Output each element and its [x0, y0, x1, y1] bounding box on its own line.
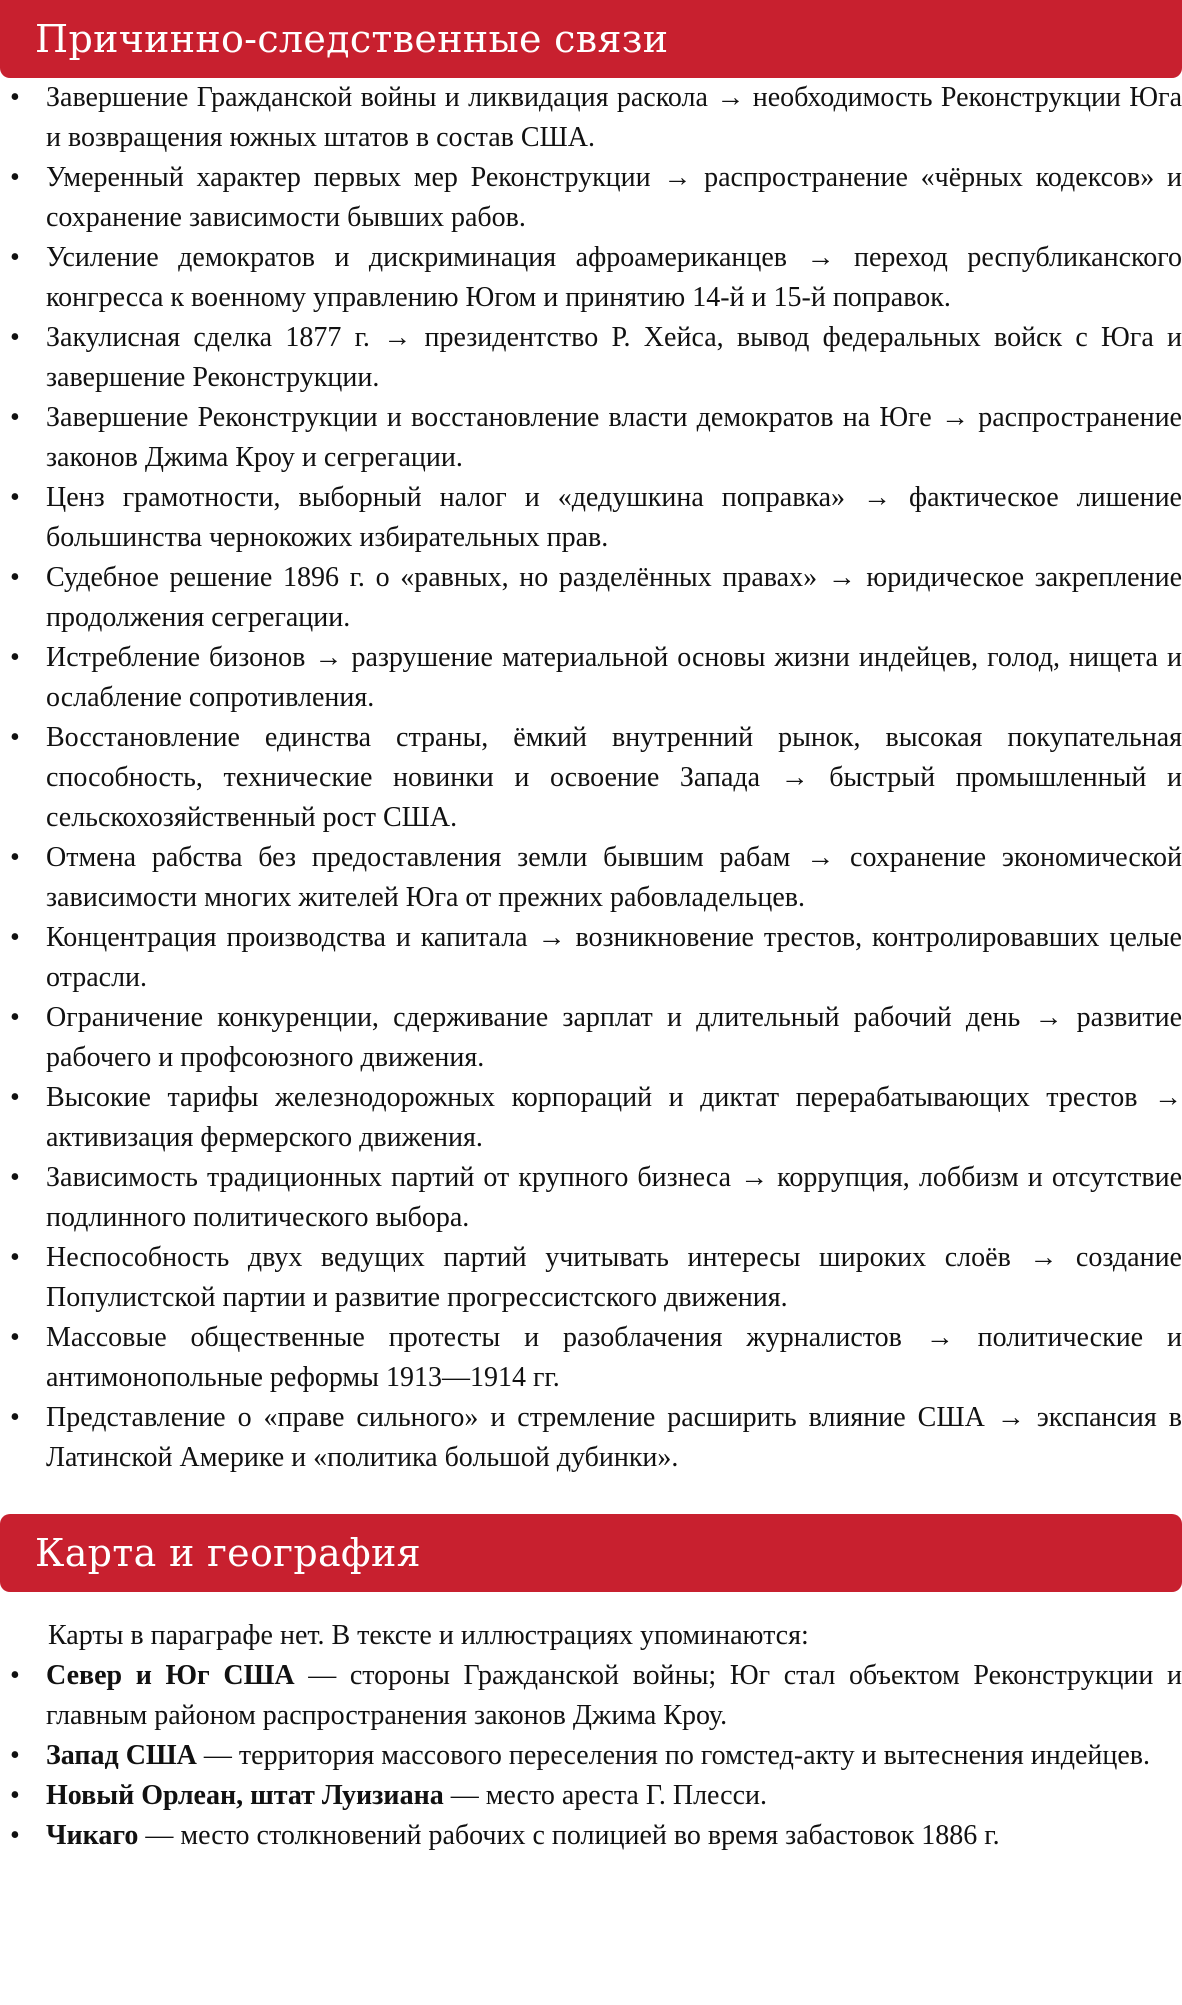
place-name: Чикаго [46, 1820, 139, 1851]
list-item: • Восстановление единства страны, ёмкий внутренний рынок, высокая покупательная способность, технические новинки и освоение Запада → быстрый промышленный и сельскохозяйственный рост США. [0, 718, 1182, 838]
section-header-causes [0, 0, 1182, 78]
list-item: • Отмена рабства без предоставления земли бывшим рабам → сохранение экономической зависимости многих жителей Юга от прежних рабовладельцев. [0, 838, 1182, 918]
list-item [0, 1656, 1182, 1736]
places-list [0, 1656, 1182, 1856]
place-description: — стороны Гражданской войны; Юг стал объектом Реконструкции и главным районом распространения законов Джима Кроу. [46, 1660, 1182, 1731]
place-name: Новый Орлеан, штат Луизиана [46, 1780, 444, 1811]
list-item: • Представление о «праве сильного» и стремление расширить влияние США → экспансия в Латинской Америке и «политика большой дубинки». [0, 1398, 1182, 1478]
section-header-map [0, 1514, 1182, 1592]
list-item [0, 1776, 1182, 1816]
section-title: Причинно-следственные связи [35, 17, 669, 61]
list-item: • Зависимость традиционных партий от крупного бизнеса → коррупция, лоббизм и отсутствие подлинного политического выбора. [0, 1158, 1182, 1238]
place-description: — место столкновений рабочих с полицией во время забастовок 1886 г. [138, 1820, 1000, 1851]
list-item: • Умеренный характер первых мер Реконструкции → распространение «чёрных кодексов» и сохранение зависимости бывших рабов. [0, 158, 1182, 238]
map-geography-section [0, 1514, 1182, 1856]
list-item [0, 1816, 1182, 1856]
place-name: Запад США [46, 1740, 197, 1771]
list-item: • Завершение Реконструкции и восстановление власти демократов на Юге → распространение законов Джима Кроу и сегрегации. [0, 398, 1182, 478]
cause-effect-list [0, 78, 1182, 1478]
list-item: • Высокие тарифы железнодорожных корпораций и диктат перерабатывающих трестов → активизация фермерского движения. [0, 1078, 1182, 1158]
list-item: • Судебное решение 1896 г. о «равных, но разделённых правах» → юридическое закрепление продолжения сегрегации. [0, 558, 1182, 638]
section-title: Карта и география [35, 1531, 421, 1575]
list-item: • Истребление бизонов → разрушение материальной основы жизни индейцев, голод, нищета и ослабление сопротивления. [0, 638, 1182, 718]
list-item [0, 1736, 1182, 1776]
list-item: • Усиление демократов и дискриминация афроамериканцев → переход республиканского конгресса к военному управлению Югом и принятию 14-й и 15-й поправок. [0, 238, 1182, 318]
list-item: • Массовые общественные протесты и разоблачения журналистов → политические и антимонопольные реформы 1913—1914 гг. [0, 1318, 1182, 1398]
place-description: — территория массового переселения по гомстед-акту и вытеснения индейцев. [196, 1740, 1150, 1771]
place-description: — место ареста Г. Плесси. [443, 1780, 768, 1811]
list-item: • Завершение Гражданской войны и ликвидация раскола → необходимость Реконструкции Юга и возвращения южных штатов в состав США. [0, 78, 1182, 158]
list-item: • Концентрация производства и капитала → возникновение трестов, контролировавших целые отрасли. [0, 918, 1182, 998]
list-item: • Ценз грамотности, выборный налог и «дедушкина поправка» → фактическое лишение большинства чернокожих избирательных прав. [0, 478, 1182, 558]
list-item: • Неспособность двух ведущих партий учитывать интересы широких слоёв → создание Популистской партии и развитие прогрессистского движения. [0, 1238, 1182, 1318]
list-item: • Закулисная сделка 1877 г. → президентство Р. Хейса, вывод федеральных войск с Юга и завершение Реконструкции. [0, 318, 1182, 398]
intro-text: Карты в параграфе нет. В тексте и иллюстрациях упоминаются: [48, 1620, 809, 1651]
list-item: • Ограничение конкуренции, сдерживание зарплат и длительный рабочий день → развитие рабочего и профсоюзного движения. [0, 998, 1182, 1078]
place-name: Север и Юг США [46, 1660, 295, 1691]
